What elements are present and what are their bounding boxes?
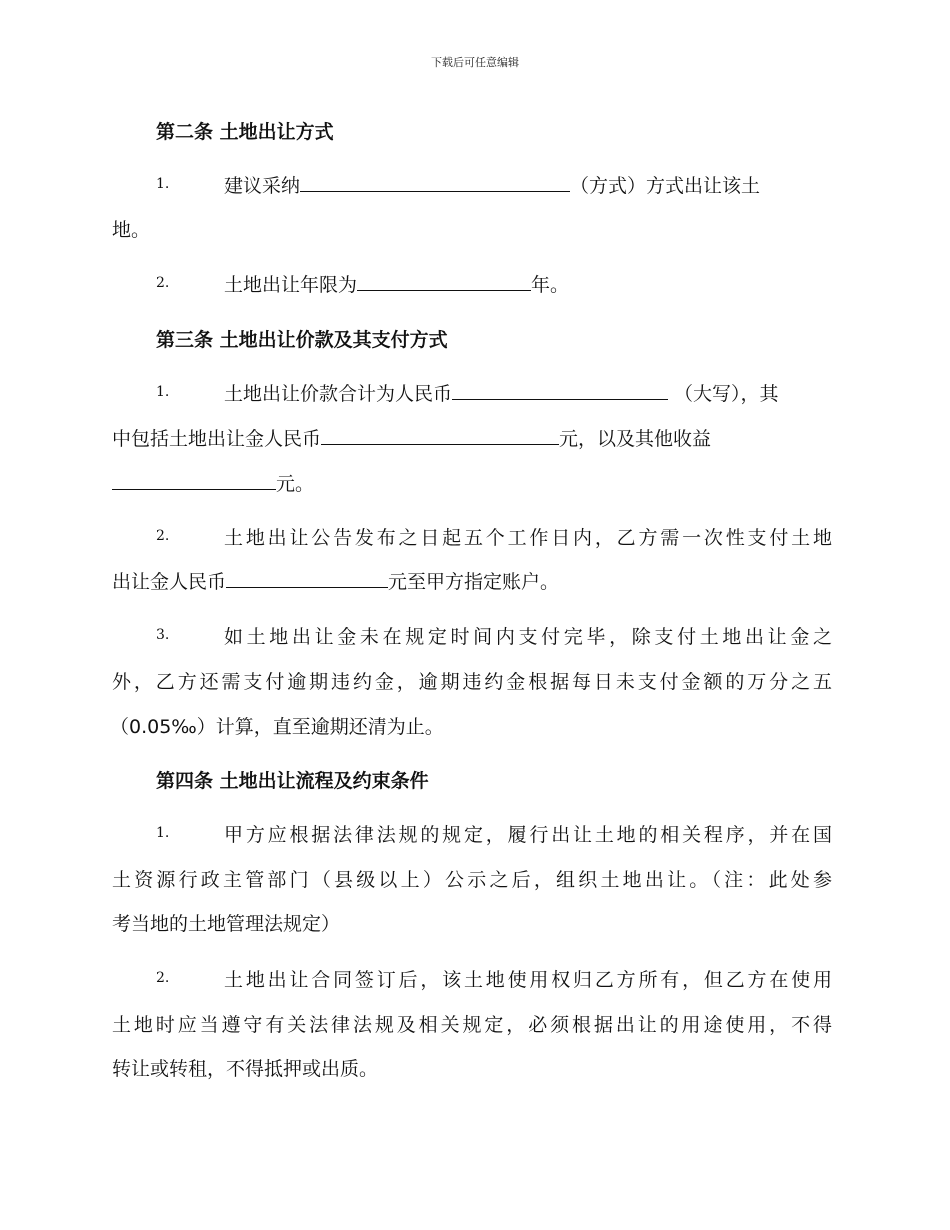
text: 年。 <box>531 274 570 296</box>
land-fee-blank <box>321 424 559 445</box>
article-2-item-1-line-2: 地。 <box>112 219 151 241</box>
text: 元。 <box>276 473 315 495</box>
text: 建议采纳 <box>224 175 301 197</box>
item-number: 2. <box>156 528 170 544</box>
item-number: 2. <box>156 970 170 986</box>
page-header: 下载后可任意编辑 <box>431 56 519 69</box>
method-blank <box>300 171 570 192</box>
article-2-item-2 <box>224 270 832 297</box>
article-2-item-1-line-1 <box>224 171 832 198</box>
article-3-item-2-line-2 <box>112 567 832 594</box>
article-4-item-1-line-3: 考当地的土地管理法规定） <box>112 913 341 935</box>
article-4-item-2-line-1: 土地出让合同签订后，该土地使用权归乙方所有，但乙方在使用 <box>224 969 832 991</box>
article-4-item-2-line-3: 转让或转租，不得抵押或出质。 <box>112 1058 379 1080</box>
article-3-item-1-line-1 <box>224 379 832 406</box>
text: 中包括土地出让金人民币 <box>112 428 322 450</box>
article-3-title: 第三条 土地出让价款及其支付方式 <box>156 329 448 351</box>
text: （方式）方式出让该土 <box>570 175 761 197</box>
item-number: 2. <box>156 275 170 291</box>
article-4-item-1-line-2: 土资源行政主管部门（县级以上）公示之后，组织土地出让。（注：此处参 <box>112 869 832 891</box>
item-number: 3. <box>156 627 170 643</box>
article-4-item-1-line-1: 甲方应根据法律法规的规定，履行出让土地的相关程序，并在国 <box>224 824 832 846</box>
text: 土地出让价款合计为人民币 <box>224 383 453 405</box>
item-number: 1. <box>156 176 170 192</box>
text: （大写），其 <box>674 383 779 405</box>
article-3-item-3-line-1: 如土地出让金未在规定时间内支付完毕，除支付土地出让金之 <box>224 626 832 648</box>
term-blank <box>357 270 531 291</box>
text: 土地出让年限为 <box>224 274 358 296</box>
item-number: 1. <box>156 825 170 841</box>
article-3-item-2-line-1: 土地出让公告发布之日起五个工作日内，乙方需一次性支付土地 <box>224 527 832 549</box>
article-4-item-2-line-2: 土地时应当遵守有关法律法规及相关规定，必须根据出让的用途使用，不得 <box>112 1014 832 1036</box>
item-number: 1. <box>156 384 170 400</box>
article-4-title: 第四条 土地出让流程及约束条件 <box>156 770 429 792</box>
price-uppercase-blank <box>452 379 668 400</box>
article-3-item-1-line-3 <box>112 469 832 496</box>
text: 出让金人民币 <box>112 571 227 593</box>
article-3-item-3-line-3: （0.05‰）计算，直至逾期还清为止。 <box>110 716 444 738</box>
text: 元，以及其他收益 <box>559 428 712 450</box>
article-2-title: 第二条 土地出让方式 <box>156 121 334 143</box>
other-income-blank <box>112 469 276 490</box>
payment-amount-blank <box>226 567 388 588</box>
article-3-item-1-line-2 <box>112 424 832 451</box>
article-3-item-3-line-2: 外，乙方还需支付逾期违约金，逾期违约金根据每日未支付金额的万分之五 <box>112 671 832 693</box>
text: 元至甲方指定账户。 <box>388 571 560 593</box>
